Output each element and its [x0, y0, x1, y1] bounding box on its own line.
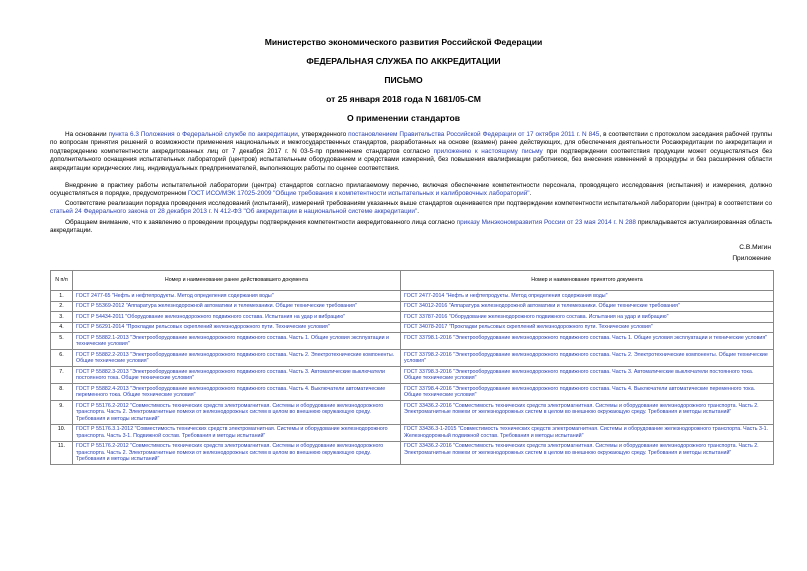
table-row: [51, 350, 774, 367]
p4-text-1: Обращаем внимание, что к заявлению о проведении процедуры подтверждения компетентности аккредитованного лица согласно: [65, 219, 457, 226]
table-row: [51, 301, 774, 312]
p1-text-2: , утвержденного: [297, 131, 349, 138]
old-document-cell[interactable]: ГОСТ Р 55176.2-2012 "Совместимость технических средств электромагнитная. Системы и оборудование железнодорожного транспорта. Часть 2. Электромагнитные помехи от железнодорожных систем в целом во внешнюю окружающую среду. Требования и методы испытаний": [73, 441, 401, 465]
row-number: 10.: [51, 424, 73, 441]
table-header-row: [51, 271, 774, 291]
header-new-doc: Номер и наименование принятого документа: [401, 271, 774, 291]
table-row: [51, 312, 774, 323]
row-number: 3.: [51, 312, 73, 323]
doc-date-number: от 25 января 2018 года N 1681/05-СМ: [326, 94, 481, 104]
row-number: 2.: [51, 301, 73, 312]
link-appendix[interactable]: приложению к настоящему письму: [433, 147, 543, 155]
p1-text-1: На основании: [65, 131, 109, 138]
table-row: [51, 424, 774, 441]
row-number: 1.: [51, 291, 73, 302]
old-document-cell[interactable]: ГОСТ Р 54434-2011 "Оборудование железнодорожного подвижного состава. Испытания на удар и вибрацию": [73, 312, 401, 323]
service-title: ФЕДЕРАЛЬНАЯ СЛУЖБА ПО АККРЕДИТАЦИИ: [306, 56, 501, 66]
row-number: 7.: [51, 367, 73, 384]
row-number: 8.: [51, 384, 73, 401]
row-number: 6.: [51, 350, 73, 367]
signature: С.В.Мигин: [739, 244, 771, 251]
paragraph-3: [50, 200, 772, 217]
standards-table: [50, 270, 774, 465]
link-order-288[interactable]: приказу Минэкономразвития России от 23 мая 2014 г. N 288: [456, 219, 636, 226]
p3-text-1: Соответствие реализации порядка проведения исследований (испытаний), измерений требованиям указанных выше стандартов оценивается при подтверждении компетентности испытательной лаборатории (центра) в соответствии со: [65, 200, 772, 207]
old-document-cell[interactable]: ГОСТ Р 55882.4-2013 "Электрооборудование железнодорожного подвижного состава. Часть 4. Выключатели автоматические переменного тока. Общие технические условия": [73, 384, 401, 401]
old-document-cell[interactable]: ГОСТ Р 55176.3.1-2012 "Совместимость технических средств электромагнитная. Системы и оборудование железнодорожного транспорта. Часть 3-1. Подвижной состав. Требования и методы испытаний": [73, 424, 401, 441]
p1-text-3: , в соответствии с протоколом заседания рабочей группы по вопросам принятия решений о возможности применения национальных и межгосударственных стандартов, разработанных на основе (взамен) ранее действующих, для обеспечения деятельности Росаккредитации по аккредитации и подтверждению компетентности аккредитованных лиц от 7 декабря 2017 г. N 03-5-пр применение стандартов согласно: [50, 131, 773, 155]
old-document-cell[interactable]: ГОСТ Р 55882.1-2013 "Электрооборудование железнодорожного подвижного состава. Часть 1. Общие условия эксплуатации и технические условия": [73, 333, 401, 350]
new-document-cell[interactable]: ГОСТ 33436.2-2016 "Совместимость технических средств электромагнитная. Системы и оборудование железнодорожного транспорта. Часть 2. Электромагнитные помехи от железнодорожных систем в целом во внешнюю окружающую среду. Требования и методы испытаний": [401, 441, 774, 465]
new-document-cell[interactable]: ГОСТ 34078-2017 "Прокладки рельсовых скреплений железнодорожного пути. Технические условия": [401, 322, 774, 333]
old-document-cell[interactable]: ГОСТ 2477-65 "Нефть и нефтепродукты. Метод определения содержания воды": [73, 291, 401, 302]
new-document-cell[interactable]: ГОСТ 33787-2016 "Оборудование железнодорожного подвижного состава. Испытания на удар и вибрацию": [401, 312, 774, 323]
table-row: [51, 322, 774, 333]
p3-text-2: .: [417, 208, 419, 216]
ministry-title: Министерство экономического развития Российской Федерации: [264, 37, 543, 47]
table-row: [51, 367, 774, 384]
link-federal-law-412[interactable]: статьей 24 Федерального закона от 28 декабря 2013 г. N 412-ФЗ "Об аккредитации в национальной системе аккредитации": [50, 208, 418, 216]
new-document-cell[interactable]: ГОСТ 2477-2014 "Нефть и нефтепродукты. Метод определения содержания воды": [401, 291, 774, 302]
link-gost-17025[interactable]: ГОСТ ИСО/МЭК 17025-2009 "Общие требования к компетентности испытательных и калибровочных лабораторий": [187, 190, 530, 198]
header-old-doc: Номер и наименование ранее действовавшего документа: [73, 271, 401, 291]
paragraph-4: [50, 219, 772, 236]
paragraph-2: [50, 182, 772, 199]
new-document-cell[interactable]: ГОСТ 33798.2-2016 "Электрооборудование железнодорожного подвижного состава. Часть 2. Электротехнические компоненты. Общие технические условия": [401, 350, 774, 367]
new-document-cell[interactable]: ГОСТ 33436.3-1-2015 "Совместимость технических средств электромагнитная. Системы и оборудование железнодорожного транспорта. Часть 3-1. Железнодорожный подвижной состав. Требования и методы испытаний": [401, 424, 774, 441]
doc-subject: О применении стандартов: [346, 113, 460, 123]
new-document-cell[interactable]: ГОСТ 34012-2016 "Аппаратура железнодорожной автоматики и телемеханики. Общие технические требования": [401, 301, 774, 312]
new-document-cell[interactable]: ГОСТ 33798.4-2016 "Электрооборудование железнодорожного подвижного состава. Часть 4. Выключатели автоматические переменного тока. Общие технические условия": [401, 384, 774, 401]
table-row: [51, 384, 774, 401]
header-num: N п/п: [51, 271, 73, 291]
p1-text-4: при подтверждении соответствия продукции может осуществляться без дополнительного оснащения испытательных лабораторий (центров) испытательным оборудованием и средствами измерений, без повышения квалификации работников, без внесения изменений в процедуры и без расширения области аккредитации юридических лиц, индивидуальных предпринимателей, выполняющих работы по оценке соответствия.: [50, 147, 772, 172]
row-number: 9.: [51, 401, 73, 425]
p4-text-2: прикладывается актуализированная область аккредитации.: [50, 219, 773, 235]
old-document-cell[interactable]: ГОСТ Р 55176.2-2012 "Совместимость технических средств электромагнитная. Системы и оборудование железнодорожного транспорта. Часть 2. Электромагнитные помехи от железнодорожных систем в целом во внешнюю окружающую среду. Требования и методы испытаний": [73, 401, 401, 425]
table-row: [51, 401, 774, 425]
old-document-cell[interactable]: ГОСТ Р 55882.3-2013 "Электрооборудование железнодорожного подвижного состава. Часть 3. Автоматические выключатели постоянного тока. Общие технические условия": [73, 367, 401, 384]
appendix-label: Приложение: [732, 255, 771, 262]
table-row: [51, 333, 774, 350]
row-number: 11.: [51, 441, 73, 465]
new-document-cell[interactable]: ГОСТ 33798.3-2016 "Электрооборудование железнодорожного подвижного состава. Часть 3. Автоматические выключатели постоянного тока. Общие технические условия": [401, 367, 774, 384]
row-number: 5.: [51, 333, 73, 350]
table-row: [51, 291, 774, 302]
link-regulation-clause[interactable]: пункта 6.3 Положения о Федеральной службе по аккредитации: [108, 131, 298, 138]
p2-text-2: .: [529, 190, 532, 198]
paragraph-1: [50, 131, 772, 173]
link-government-decree[interactable]: постановлением Правительства Российской Федерации от 17 октября 2011 г. N 845: [348, 131, 600, 138]
old-document-cell[interactable]: ГОСТ Р 55882.2-2013 "Электрооборудование железнодорожного подвижного состава. Часть 2. Электротехнические компоненты. Общие технические условия": [73, 350, 401, 367]
doc-type: ПИСЬМО: [384, 75, 423, 85]
new-document-cell[interactable]: ГОСТ 33436.2-2016 "Совместимость технических средств электромагнитная. Системы и оборудование железнодорожного транспорта. Часть 2. Электромагнитные помехи от железнодорожных систем в целом во внешнюю окружающую среду. Требования и методы испытаний": [401, 401, 774, 425]
p2-text-1: Внедрение в практику работы испытательной лаборатории (центра) стандартов согласно прилагаемому перечню, включая обеспечение компетентности персонала, проводящего исследования (испытания) и измерения, должно осуществляться в порядке, предусмотренном: [50, 182, 772, 198]
table-row: [51, 441, 774, 465]
old-document-cell[interactable]: ГОСТ Р 56291-2014 "Прокладки рельсовых скреплений железнодорожного пути. Технические условия": [73, 322, 401, 333]
new-document-cell[interactable]: ГОСТ 33798.1-2016 "Электрооборудование железнодорожного подвижного состава. Часть 1. Общие условия эксплуатации и технические условия": [401, 333, 774, 350]
row-number: 4.: [51, 322, 73, 333]
old-document-cell[interactable]: ГОСТ Р 55369-2012 "Аппаратура железнодорожной автоматики и телемеханики. Общие технические требования": [73, 301, 401, 312]
